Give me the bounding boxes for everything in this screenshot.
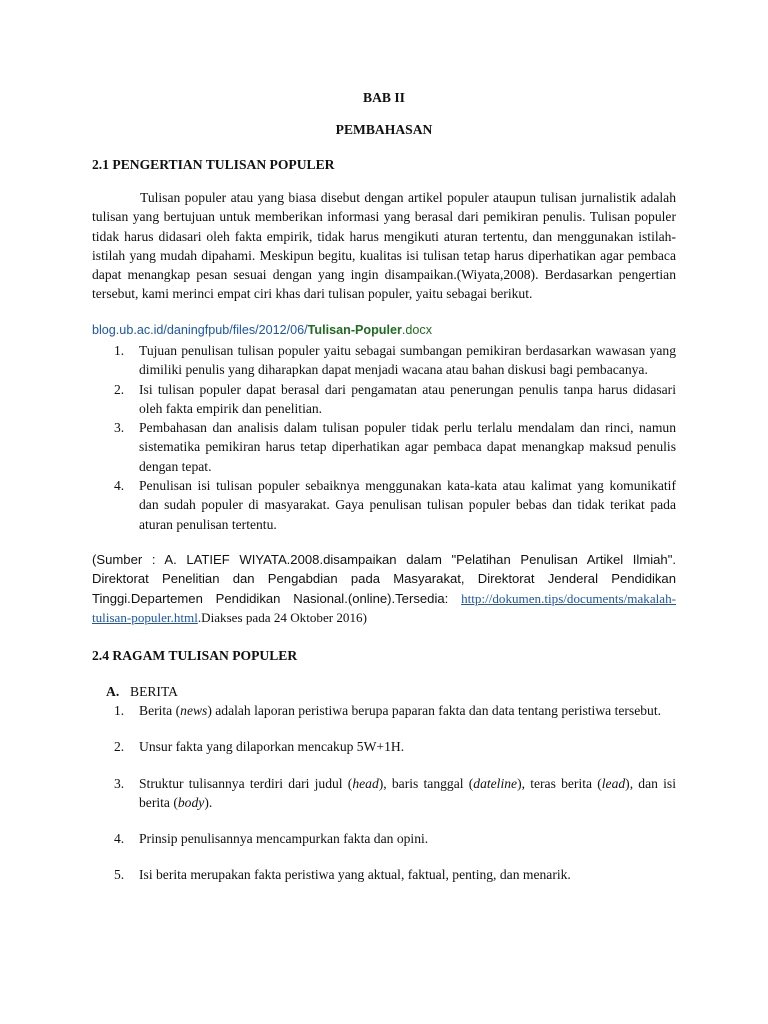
list-item-text: Pembahasan dan analisis dalam tulisan populer tidak perlu terlalu mendalam dan rinci, namun sistematika pemikiran harus tetap diperhatikan agar pembaca dapat menangkap maksud penulis dengan tepat.: [139, 420, 676, 474]
subsection-berita: [106, 682, 178, 701]
list-number: 3.: [114, 420, 125, 436]
berita-list: [92, 701, 676, 902]
section-heading-ragam: 2.4 RAGAM TULISAN POPULER: [92, 648, 298, 663]
ciri-list: [92, 341, 676, 534]
list-number: 2.: [114, 381, 125, 397]
section-heading-pengertian: 2.1 PENGERTIAN TULISAN POPULER: [92, 157, 335, 172]
list-item: [92, 829, 676, 848]
list-number: 3.: [114, 775, 125, 791]
list-item-text: Struktur tulisannya terdiri dari judul (head), baris tanggal (dateline), teras berita (lead), dan isi berita (body).: [139, 775, 676, 810]
list-number: 1.: [114, 343, 125, 358]
list-item: [92, 774, 676, 813]
list-item-text: Prinsip penulisannya mencampurkan fakta dan opini.: [139, 831, 429, 847]
list-item-text: Isi tulisan populer dapat berasal dari pengamatan atau penerungan penulis tanpa harus didasari oleh fakta empirik dan penelitian.: [139, 381, 676, 416]
subsection-title: BERITA: [130, 684, 178, 699]
citation-link[interactable]: http://dokumen.tips/documents/makalah-tulisan-populer.html: [92, 590, 676, 625]
list-item: [92, 476, 676, 534]
list-item-text: Isi berita merupakan fakta peristiwa yang aktual, faktual, penting, dan menarik.: [139, 867, 571, 883]
chapter-subtitle: PEMBAHASAN: [335, 122, 433, 137]
source-link-line[interactable]: [92, 321, 432, 339]
list-item: [92, 418, 676, 476]
list-item: [92, 737, 676, 756]
citation-tail: .Diakses pada 24 Oktober 2016): [197, 609, 367, 625]
list-number: 2.: [114, 739, 125, 755]
list-number: 4.: [114, 478, 125, 494]
source-citation: [92, 550, 676, 627]
intro-paragraph: Tulisan populer atau yang biasa disebut dengan artikel populer ataupun tulisan jurnalistik adalah tulisan yang bertujuan untuk memberikan informasi yang berasal dari pemikiran penulis. Tulisan populer tidak harus didasari oleh fakta empirik, tidak harus mengikuti aturan tertentu, dan menggunakan istilah-istilah yang mudah dipahami. Meskipun begitu, kualitas isi tulisan tetap harus diperhatikan agar pembaca dapat menangkap pesan sesuai dengan yang ingin disampaikan.(Wiyata,2008). Berdasarkan pengertian tersebut, kami merinci empat ciri khas dari tulisan populer, yaitu sebagai berikut.: [92, 190, 676, 302]
link-url-part[interactable]: blog.ub.ac.id/daningfpub/files/2012/06/: [92, 323, 308, 337]
list-item-text: Tujuan penulisan tulisan populer yaitu sebagai sumbangan pemikiran berdasarkan wawasan yang dimiliki penulis yang diharapkan dapat menjadi wacana atau bahan diskusi bagi pembacanya.: [139, 343, 676, 378]
list-item-text: Berita (news) adalah laporan peristiwa berupa paparan fakta dan data tentang peristiwa tersebut.: [139, 703, 662, 718]
list-number: 4.: [114, 831, 125, 847]
link-ext-part[interactable]: .docx: [401, 323, 433, 337]
citation-text: (Sumber : A. LATIEF WIYATA.2008.disampaikan dalam "Pelatihan Penulisan Artikel Ilmiah". Direktorat Penelitian dan Pengabdian pada Masyarakat, Direktorat Jenderal Pendidikan Tinggi.Departemen Pendidikan Nasional.(online).Tersedia:: [92, 552, 676, 606]
list-number: 1.: [114, 703, 125, 718]
list-item-text: Unsur fakta yang dilaporkan mencakup 5W+1H.: [139, 739, 405, 755]
link-bold-part[interactable]: Tulisan-Populer: [307, 323, 402, 337]
subsection-letter: A.: [106, 684, 120, 699]
list-item-text: Penulisan isi tulisan populer sebaiknya menggunakan kata-kata atau kalimat yang komunikatif dan sudah populer di masyarakat. Gaya penulisan tulisan populer bebas dan tidak terikat pada aturan penulisan tertentu.: [139, 478, 676, 532]
list-item: [92, 341, 676, 380]
list-item: [92, 865, 676, 884]
list-item: [92, 380, 676, 419]
chapter-title: BAB II: [363, 90, 405, 105]
list-item: [92, 701, 676, 720]
list-number: 5.: [114, 867, 125, 883]
